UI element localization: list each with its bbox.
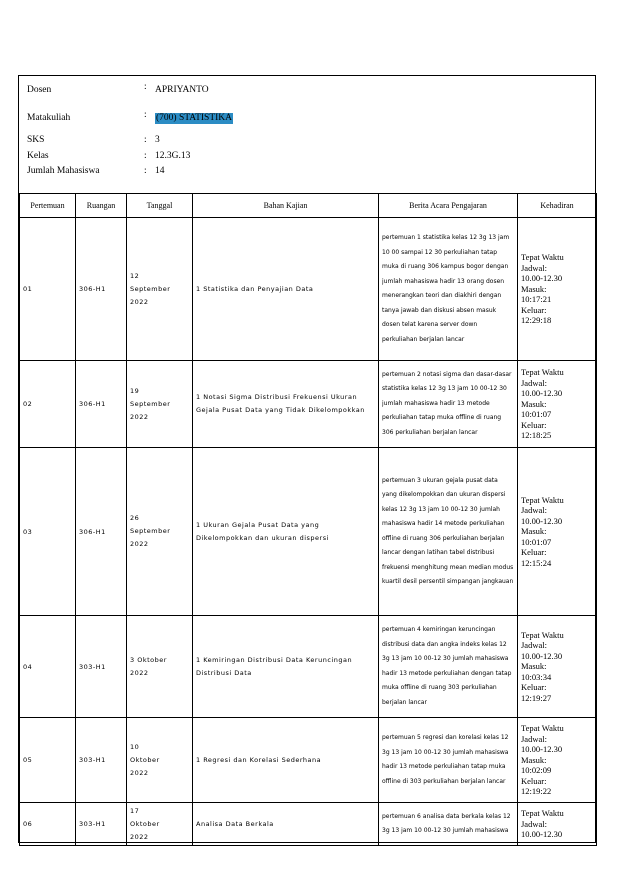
kehadiran-line: Jadwal: bbox=[521, 262, 547, 273]
attendance-document bbox=[18, 75, 596, 843]
cell-ruangan: 306-H1 bbox=[76, 448, 127, 616]
kehadiran-line: Jadwal: bbox=[521, 818, 547, 829]
cell-tanggal bbox=[127, 218, 193, 361]
kehadiran-line: 10.00-12.30 bbox=[521, 650, 563, 661]
cell-kehadiran bbox=[518, 803, 597, 846]
table-row bbox=[20, 448, 597, 616]
tanggal-line: 17 bbox=[130, 806, 140, 815]
kehadiran-line: Keluar: bbox=[521, 775, 547, 786]
kehadiran-line: Masuk: bbox=[521, 398, 547, 409]
table-header-row bbox=[20, 194, 597, 218]
tanggal-line: 2022 bbox=[130, 540, 149, 548]
kehadiran-line: 10.00-12.30 bbox=[521, 273, 563, 284]
sks-colon: : bbox=[144, 135, 147, 145]
sks-label: SKS bbox=[27, 135, 45, 145]
kehadiran-line: 12:29:18 bbox=[521, 315, 552, 326]
kehadiran-line: 10.00-12.30 bbox=[521, 388, 563, 399]
cell-pertemuan: 03 bbox=[20, 448, 76, 616]
kehadiran-line: 12:19:27 bbox=[521, 692, 552, 703]
header-tanggal: Tanggal bbox=[127, 194, 193, 218]
cell-bahan-kajian: Analisa Data Berkala bbox=[193, 803, 379, 846]
cell-tanggal bbox=[127, 448, 193, 616]
jumlah-colon: : bbox=[144, 166, 147, 176]
cell-bahan-kajian: 1 Ukuran Gejala Pusat Data yang Dikelompokkan dan ukuran dispersi bbox=[193, 448, 379, 616]
berita-text: pertemuan 1 statistika kelas 12 3g 13 jam 10 00 sampai 12 30 perkuliahan tatap muka di ruang 306 kampus bogor dengan jumlah mahasiswa hadir 13 orang dosen menerangkan teori dan diakhiri dengan tanya jawab dan diskusi absen masuk dosen telat karena server down perkuliahan berjalan lancar bbox=[382, 234, 510, 343]
kelas-label: Kelas bbox=[27, 151, 49, 161]
kehadiran-line: 10.00-12.30 bbox=[521, 829, 563, 840]
cell-bahan-kajian: 1 Notasi Sigma Distribusi Frekuensi Ukuran Gejala Pusat Data yang Tidak Dikelompokkan bbox=[193, 361, 379, 448]
cell-berita-acara bbox=[379, 718, 518, 803]
header-pertemuan: Pertemuan bbox=[20, 194, 76, 218]
tanggal-line: 19 bbox=[130, 386, 140, 395]
cell-kehadiran bbox=[518, 361, 597, 448]
kehadiran-line: Jadwal: bbox=[521, 377, 547, 388]
kehadiran-status: Tepat Waktu bbox=[521, 252, 564, 263]
cell-berita-acara bbox=[379, 361, 518, 448]
cell-kehadiran bbox=[518, 616, 597, 718]
kehadiran-status: Tepat Waktu bbox=[521, 367, 564, 378]
kelas-value: 12.3G.13 bbox=[155, 151, 191, 161]
cell-berita-acara bbox=[379, 448, 518, 616]
tanggal-line: 2022 bbox=[130, 668, 149, 677]
kehadiran-line: Jadwal: bbox=[521, 640, 547, 651]
cell-tanggal bbox=[127, 616, 193, 718]
tanggal-line: 2022 bbox=[130, 297, 149, 306]
jumlah-label: Jumlah Mahasiswa bbox=[27, 166, 100, 176]
tanggal-line: 10 bbox=[130, 742, 140, 751]
dosen-label: Dosen bbox=[27, 85, 52, 95]
kehadiran-line: Keluar: bbox=[521, 682, 547, 693]
kehadiran-line: Jadwal: bbox=[521, 505, 547, 516]
tanggal-line: 26 bbox=[130, 514, 140, 522]
table-row bbox=[20, 218, 597, 361]
kehadiran-line: Masuk: bbox=[521, 526, 547, 537]
kehadiran-line: Masuk: bbox=[521, 754, 547, 765]
berita-text: pertemuan 5 regresi dan korelasi kelas 12 3g 13 jam 10 00-12 30 jumlah mahasiswa hadir 13 metode perkuliahan tatap muka offline di 303 perkuliahan berjalan lancar bbox=[382, 734, 509, 785]
table-row bbox=[20, 361, 597, 448]
sks-value: 3 bbox=[155, 135, 160, 145]
cell-pertemuan: 06 bbox=[20, 803, 76, 846]
kehadiran-line: 10:03:34 bbox=[521, 671, 552, 682]
header-bahan-kajian: Bahan Kajian bbox=[193, 194, 379, 218]
cell-ruangan: 303-H1 bbox=[76, 718, 127, 803]
tanggal-line: 3 Oktober bbox=[130, 655, 167, 664]
cell-pertemuan: 04 bbox=[20, 616, 76, 718]
header-ruangan: Ruangan bbox=[76, 194, 127, 218]
tanggal-line: Oktober bbox=[130, 755, 160, 764]
cell-ruangan: 306-H1 bbox=[76, 361, 127, 448]
cell-pertemuan: 05 bbox=[20, 718, 76, 803]
table-row bbox=[20, 616, 597, 718]
cell-tanggal bbox=[127, 803, 193, 846]
kehadiran-line: 12:15:24 bbox=[521, 557, 552, 568]
table-row bbox=[20, 718, 597, 803]
cell-bahan-kajian: 1 Regresi dan Korelasi Sederhana bbox=[193, 718, 379, 803]
dosen-value: APRIYANTO bbox=[155, 85, 209, 95]
header-berita-acara: Berita Acara Pengajaran bbox=[379, 194, 518, 218]
dosen-colon: : bbox=[144, 82, 147, 92]
cell-bahan-kajian: 1 Statistika dan Penyajian Data bbox=[193, 218, 379, 361]
berita-text: pertemuan 2 notasi sigma dan dasar-dasar statistika kelas 12 3g 13 jam 10 00-12 30 jumlah mahasiswa hadir 13 metode perkuliahan tatap muka offline di ruang 306 perkuliahan berjalan lancar bbox=[382, 370, 512, 436]
kehadiran-status: Tepat Waktu bbox=[521, 494, 564, 505]
table-row bbox=[20, 803, 597, 846]
cell-berita-acara bbox=[379, 218, 518, 361]
kehadiran-line: Keluar: bbox=[521, 547, 547, 558]
cell-ruangan: 306-H1 bbox=[76, 218, 127, 361]
kehadiran-line: 10.00-12.30 bbox=[521, 744, 563, 755]
kehadiran-line: Keluar: bbox=[521, 304, 547, 315]
kehadiran-line: Masuk: bbox=[521, 661, 547, 672]
cell-berita-acara bbox=[379, 616, 518, 718]
kehadiran-status: Tepat Waktu bbox=[521, 629, 564, 640]
matakuliah-label: Matakuliah bbox=[27, 113, 71, 123]
cell-kehadiran bbox=[518, 718, 597, 803]
tanggal-line: 2022 bbox=[130, 832, 149, 841]
matakuliah-value: (700) STATISTIKA bbox=[156, 113, 233, 123]
cell-tanggal bbox=[127, 361, 193, 448]
course-info-block bbox=[19, 76, 595, 194]
tanggal-line: 2022 bbox=[130, 768, 149, 777]
kehadiran-line: Masuk: bbox=[521, 283, 547, 294]
cell-kehadiran bbox=[518, 448, 597, 616]
berita-text: pertemuan 4 kemiringan keruncingan distribusi data dan angka indeks kelas 12 3g 13 jam 10 00-12 30 jumlah mahasiswa hadir 13 metode perkuliahan dengan tatap muka offline di ruang 303 perkuliahan berjalan lancar bbox=[382, 626, 512, 706]
kehadiran-line: 10:02:09 bbox=[521, 765, 552, 776]
tanggal-line: 2022 bbox=[130, 412, 149, 421]
jumlah-value: 14 bbox=[155, 166, 165, 176]
berita-text: pertemuan 3 ukuran gejala pusat data yang dikelompokkan dan ukuran dispersi kelas 12 3g 13 jam 10 00-12 30 jumlah mahasiswa hadir 14 metode perkuliahan offline di ruang 306 perkuliahan berjalan lancar dengan latihan tabel distribusi frekuensi menghitung mean median modus kuartil desil persentil simpangan jangkauan bbox=[382, 476, 514, 585]
kehadiran-line: 10:01:07 bbox=[521, 409, 552, 420]
tanggal-line: 12 bbox=[130, 271, 140, 280]
cell-berita-acara bbox=[379, 803, 518, 846]
kehadiran-line: 10:17:21 bbox=[521, 294, 552, 305]
kehadiran-status: Tepat Waktu bbox=[521, 723, 564, 734]
matakuliah-colon: : bbox=[144, 110, 147, 120]
tanggal-line: September bbox=[130, 284, 171, 293]
kehadiran-line: 10.00-12.30 bbox=[521, 515, 563, 526]
header-kehadiran: Kehadiran bbox=[518, 194, 597, 218]
kehadiran-line: 10:01:07 bbox=[521, 536, 552, 547]
berita-text: pertemuan 6 analisa data berkala kelas 12 3g 13 jam 10 00-12 30 jumlah mahasiswa bbox=[382, 812, 511, 834]
kelas-colon: : bbox=[144, 151, 147, 161]
attendance-table bbox=[19, 193, 597, 846]
kehadiran-line: 12:18:25 bbox=[521, 430, 552, 441]
cell-pertemuan: 02 bbox=[20, 361, 76, 448]
kehadiran-line: Keluar: bbox=[521, 419, 547, 430]
kehadiran-line: Jadwal: bbox=[521, 733, 547, 744]
cell-tanggal bbox=[127, 718, 193, 803]
kehadiran-status: Tepat Waktu bbox=[521, 808, 564, 819]
tanggal-line: Oktober bbox=[130, 819, 160, 828]
kehadiran-line: 12:19:22 bbox=[521, 786, 552, 797]
cell-bahan-kajian: 1 Kemiringan Distribusi Data Keruncingan Distribusi Data bbox=[193, 616, 379, 718]
tanggal-line: September bbox=[130, 527, 171, 535]
cell-pertemuan: 01 bbox=[20, 218, 76, 361]
cell-ruangan: 303-H1 bbox=[76, 803, 127, 846]
cell-ruangan: 303-H1 bbox=[76, 616, 127, 718]
tanggal-line: September bbox=[130, 399, 171, 408]
cell-kehadiran bbox=[518, 218, 597, 361]
